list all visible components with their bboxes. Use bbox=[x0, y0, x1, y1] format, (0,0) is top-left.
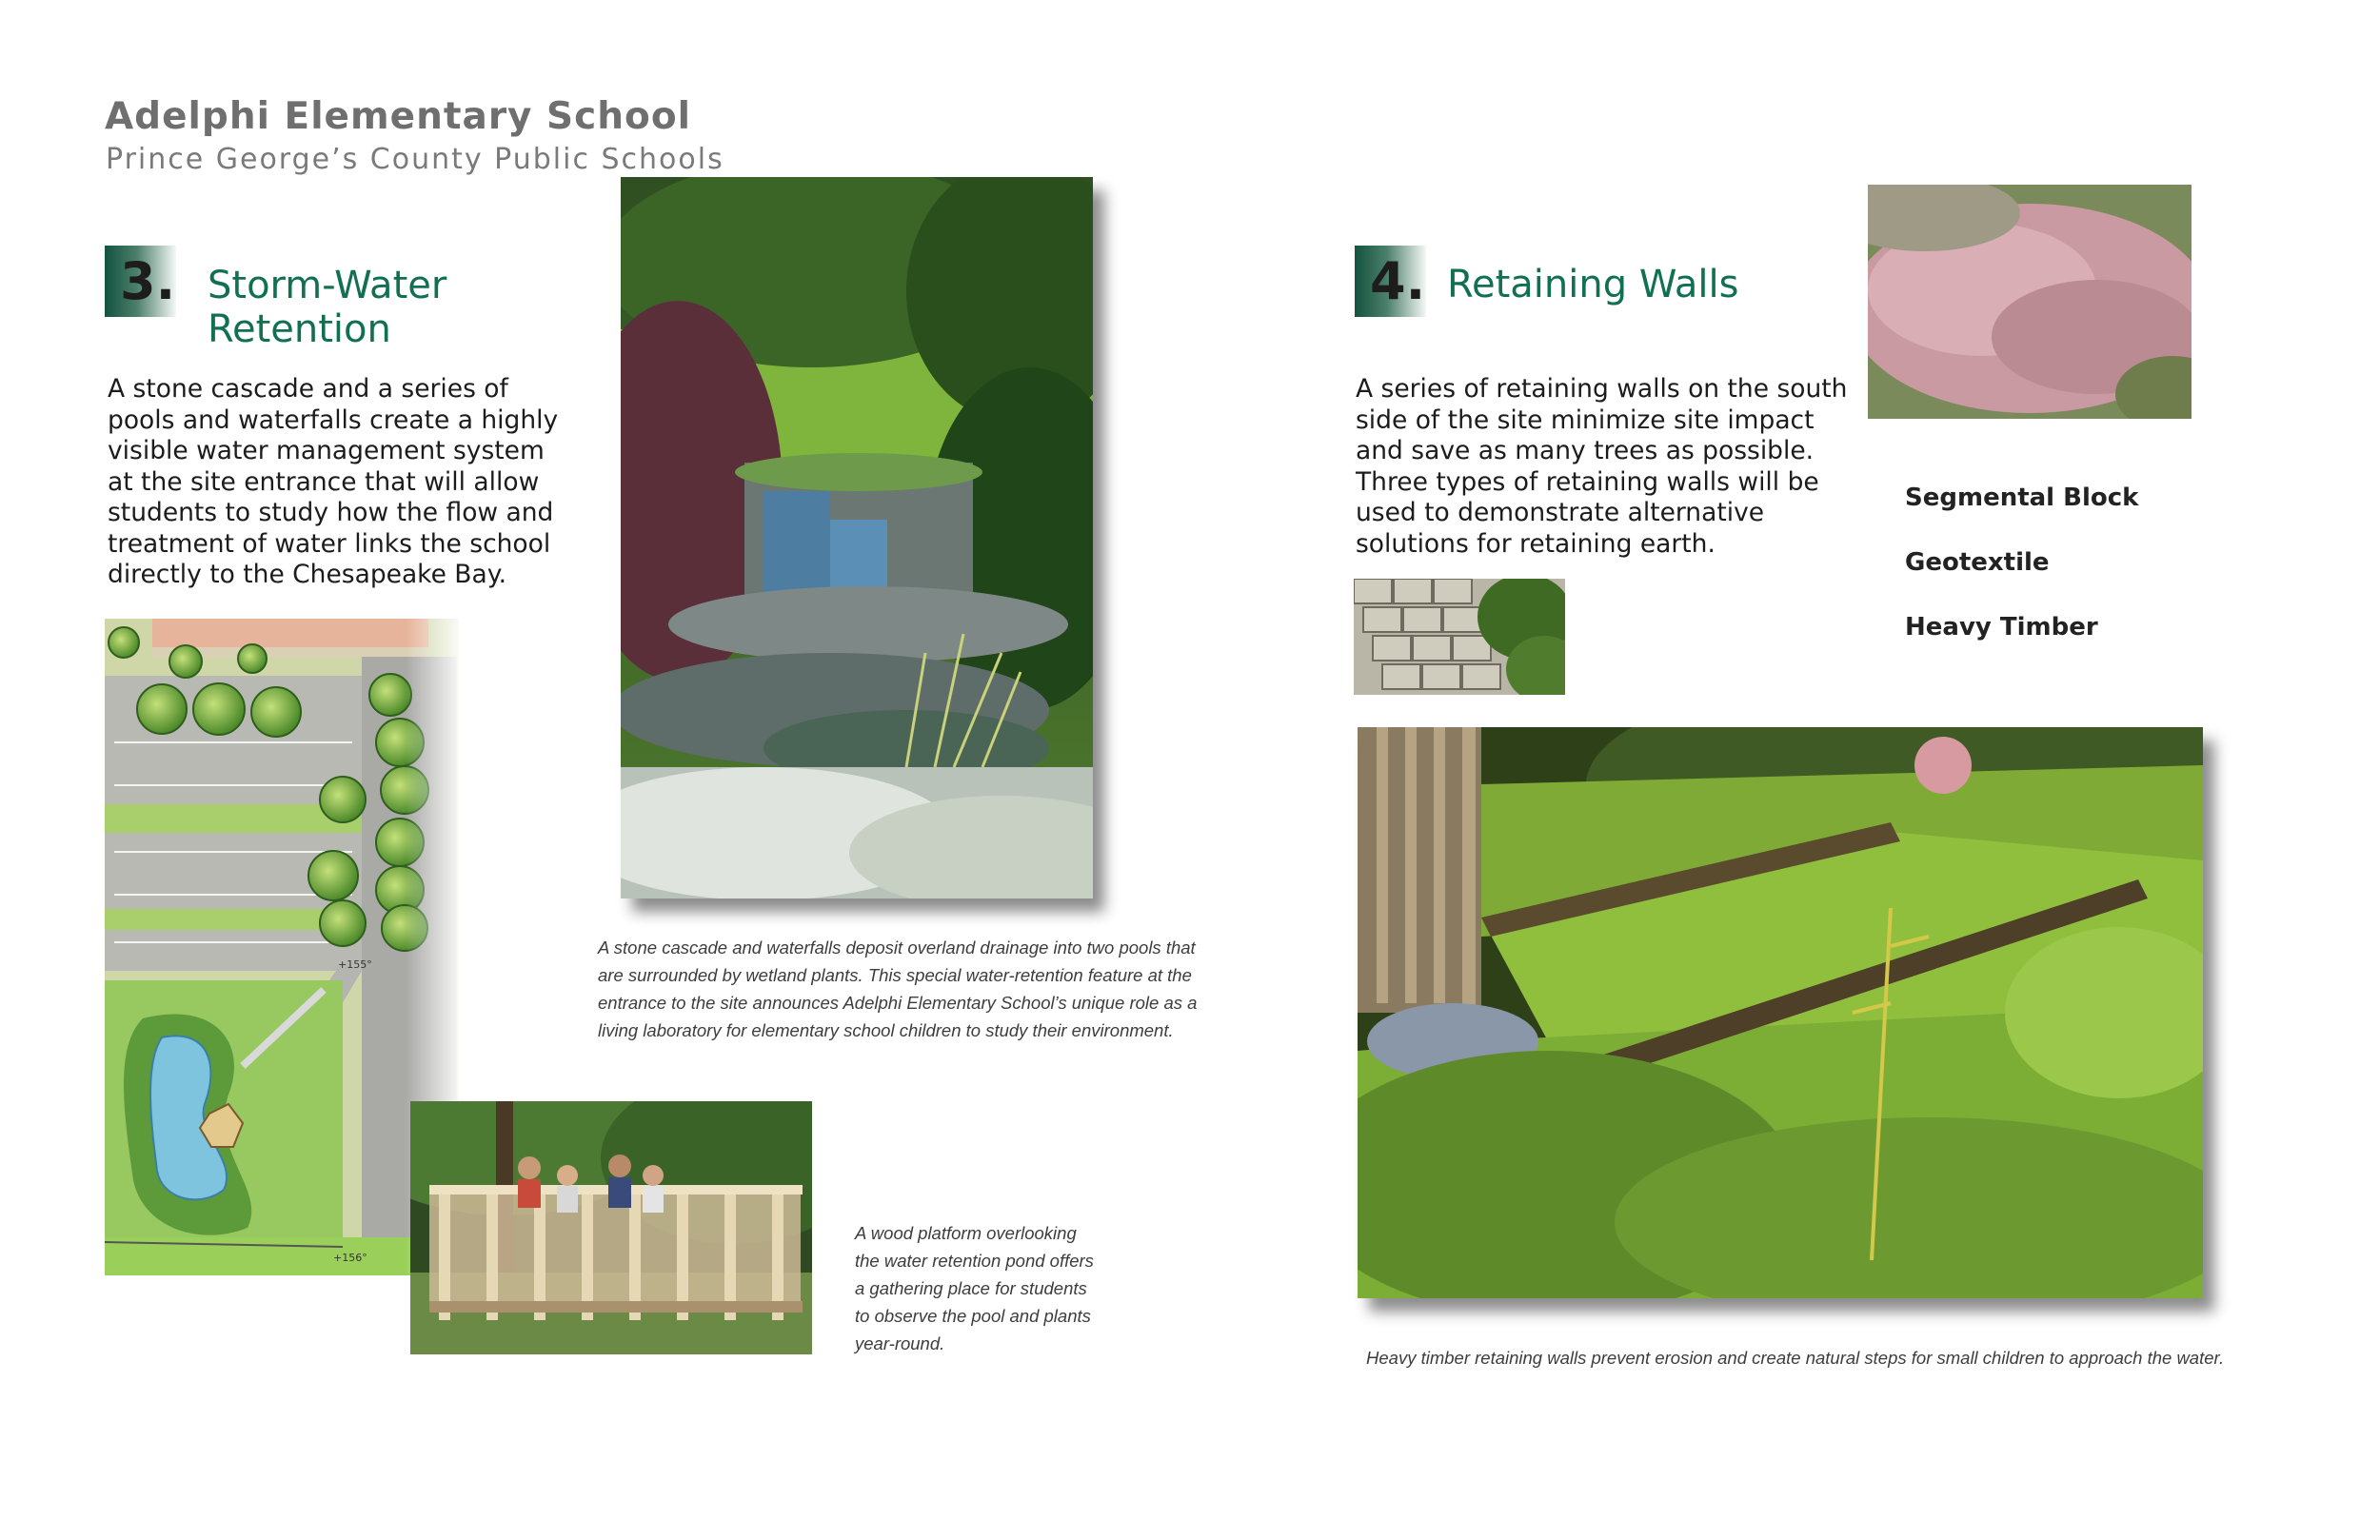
body-line: students to study how the flow and bbox=[108, 498, 554, 527]
geotextile-planting-photo bbox=[1868, 185, 2192, 419]
body-line: directly to the Chesapeake Bay. bbox=[108, 560, 507, 589]
body-line: A stone cascade and a series of bbox=[108, 374, 508, 404]
wood-platform-photo bbox=[410, 1101, 812, 1354]
section-3-title-line: Storm-Water bbox=[208, 264, 447, 307]
body-line: A series of retaining walls on the south bbox=[1356, 374, 1848, 404]
body-line: treatment of water links the school bbox=[108, 528, 551, 559]
caption-line: to observe the pool and plants bbox=[855, 1306, 1091, 1326]
school-title: Adelphi Elementary School bbox=[105, 95, 691, 138]
caption-line: A stone cascade and waterfalls deposit overland drainage into two pools that bbox=[598, 938, 1196, 958]
section-4-body bbox=[1356, 374, 1847, 560]
body-line: used to demonstrate alternative bbox=[1356, 498, 1765, 527]
caption-line: are surrounded by wetland plants. This special water-retention feature at the bbox=[598, 965, 1192, 985]
wall-type-heavy-timber: Heavy Timber bbox=[1905, 613, 2098, 642]
section-3-body bbox=[108, 374, 558, 591]
caption-line: the water retention pond offers bbox=[855, 1251, 1094, 1271]
section-3-number: 3. bbox=[120, 251, 176, 311]
body-line: Three types of retaining walls will be bbox=[1356, 466, 1819, 497]
stone-cascade-photo bbox=[621, 177, 1093, 898]
heavy-timber-walls-photo bbox=[1358, 727, 2203, 1298]
caption-line: entrance to the site announces Adelphi Elementary School’s unique role as a bbox=[598, 993, 1198, 1013]
body-line: side of the site minimize site impact bbox=[1356, 405, 1815, 435]
body-line: solutions for retaining earth. bbox=[1356, 528, 1716, 559]
wall-type-segmental-block: Segmental Block bbox=[1905, 484, 2139, 512]
section-3-title bbox=[208, 264, 446, 351]
segmental-block-photo bbox=[1354, 579, 1565, 695]
body-line: and save as many trees as possible. bbox=[1356, 436, 1815, 465]
district-subtitle: Prince George’s County Public Schools bbox=[106, 143, 724, 176]
site-plan-drawing bbox=[105, 619, 459, 1275]
caption-line: a gathering place for students bbox=[855, 1278, 1087, 1298]
cascade-caption bbox=[598, 934, 1197, 1044]
section-3-number-badge bbox=[105, 246, 176, 317]
section-4-number-badge bbox=[1355, 246, 1426, 317]
wall-type-geotextile: Geotextile bbox=[1905, 548, 2050, 577]
body-line: pools and waterfalls create a highly bbox=[108, 405, 559, 435]
caption-line: year-round. bbox=[855, 1333, 945, 1353]
platform-caption bbox=[855, 1219, 1094, 1357]
caption-line: living laboratory for elementary school children to study their environment. bbox=[598, 1020, 1174, 1040]
caption-line: A wood platform overlooking bbox=[855, 1223, 1077, 1243]
body-line: visible water management system bbox=[108, 436, 545, 465]
section-4-number: 4. bbox=[1370, 251, 1426, 311]
body-line: at the site entrance that will allow bbox=[108, 466, 540, 497]
timber-caption: Heavy timber retaining walls prevent erosion and create natural steps for small children to approach the water. bbox=[1366, 1348, 2225, 1368]
section-4-title: Retaining Walls bbox=[1447, 263, 1739, 306]
section-3-title-line: Retention bbox=[208, 307, 391, 351]
